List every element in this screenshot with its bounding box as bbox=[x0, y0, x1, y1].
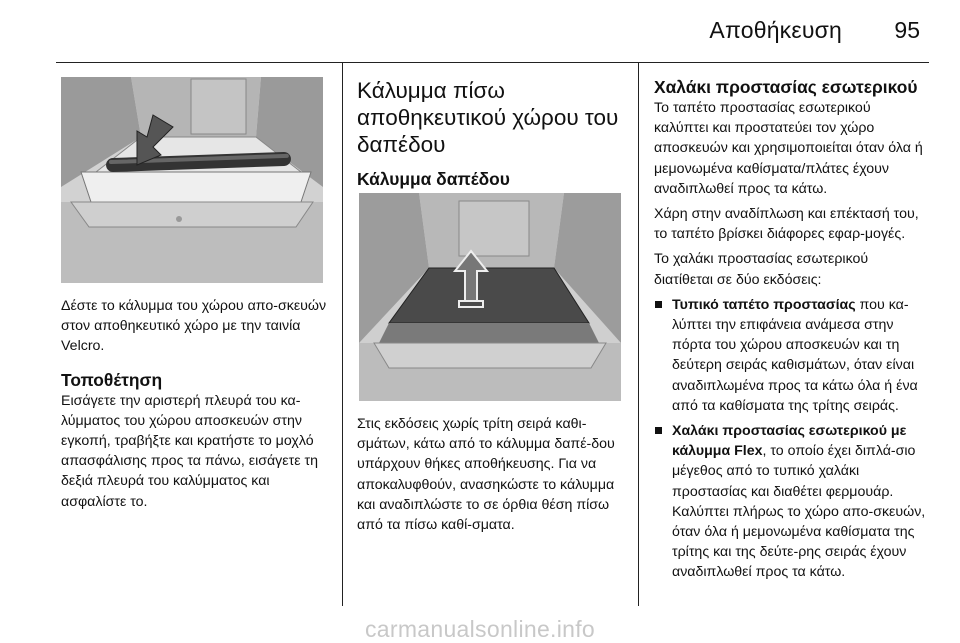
floor-cover-subheading: Κάλυμμα δαπέδου bbox=[357, 169, 510, 189]
mat-para-3: Το χαλάκι προστασίας εσωτερικού διατίθεται σε δύο εκδόσεις: bbox=[654, 251, 869, 288]
bullet-2-text: , το οποίο έχει διπλά-σιο μέγεθος από το τυπικό χαλάκι προστασίας και διαθέτει φερμουάρ. Καλύπτει πλήρως το χώρο απο-σκευών, όταν όλα ή μεμονωμένα καθίσματα της τρίτης και της δεύτε-ρης σειράς έχουν αναδιπλωθεί προς τα κάτω. bbox=[672, 443, 926, 581]
bullet-1-text: που κα-λύπτει την επιφάνεια ανάμεσα στην πόρτα του χώρου αποσκευών και τη δεύτερη σειράς καθισμάτων, όταν είναι αναδιπλωμένα προς τα κάτω όλα ή ένα από τα καθίσματα της τρίτης σειράς. bbox=[672, 296, 918, 414]
bullet-flex-mat bbox=[654, 421, 926, 583]
header-rule bbox=[56, 62, 929, 63]
cargo-cover-stowage-illustration bbox=[61, 77, 323, 283]
page-header bbox=[0, 0, 960, 62]
velcro-caption: Δέστε το κάλυμμα του χώρου απο-σκευών στον αποθηκευτικό χώρο με την ταινία Velcro. bbox=[61, 298, 327, 355]
install-text: Εισάγετε την αριστερή πλευρά του κα-λύμματος του χώρου αποσκευών στην εγκοπή, τραβήξτε και κρατήστε το μοχλό απασφάλισης προς τα πάνω, εισάγετε τη δεξιά πλευρά του καλύμματος και ασφαλίστε το. bbox=[61, 392, 318, 510]
column-2 bbox=[357, 77, 627, 190]
page-number: 95 bbox=[894, 17, 920, 43]
bullet-standard-mat bbox=[654, 295, 926, 416]
column-2-body bbox=[357, 414, 629, 535]
floor-cover-text: Στις εκδόσεις χωρίς τρίτη σειρά καθι-σμάτων, κάτω από το κάλυμμα δαπέ-δου υπάρχουν θήκες αποθήκευσης. Για να αποκαλυφθούν, ανασηκώστε το κάλυμμα και αναδιπλώστε το σε όρθια θέση πίσω από τα πίσω καθί-σματα. bbox=[357, 416, 615, 534]
column-divider-1 bbox=[342, 62, 343, 606]
column-3 bbox=[654, 77, 926, 583]
bullet-1-bold: Τυπικό ταπέτο προστασίας bbox=[672, 296, 856, 313]
bullet-2-bold: Χαλάκι προστασίας εσωτερικού με κάλυμμα Flex bbox=[672, 423, 907, 460]
section-title: Αποθήκευση bbox=[709, 17, 842, 43]
bullet-square-icon bbox=[655, 427, 662, 434]
bullet-square-icon bbox=[655, 301, 662, 308]
mat-para-2: Χάρη στην αναδίπλωση και επέκτασή του, το ταπέτο βρίσκει διάφορες εφαρ-μογές. bbox=[654, 206, 919, 243]
watermark: carmanualsonline.info bbox=[364, 616, 596, 642]
floor-cover-illustration bbox=[359, 193, 621, 401]
floor-storage-heading: Κάλυμμα πίσω αποθηκευτικού χώρου του δαπέδου bbox=[357, 78, 619, 157]
mat-para-1: Το ταπέτο προστασίας εσωτερικού καλύπτει και προστατεύει τον χώρο αποσκευών και χρησιμοποιείται όταν όλα ή μεμονωμένα καθίσματα/πλάτες έχουν αναδιπλωθεί προς τα κάτω. bbox=[654, 100, 923, 197]
column-1 bbox=[61, 296, 331, 512]
column-divider-2 bbox=[638, 62, 639, 606]
mat-heading: Χαλάκι προστασίας εσωτερικού bbox=[654, 77, 918, 97]
install-heading: Τοποθέτηση bbox=[61, 369, 163, 390]
